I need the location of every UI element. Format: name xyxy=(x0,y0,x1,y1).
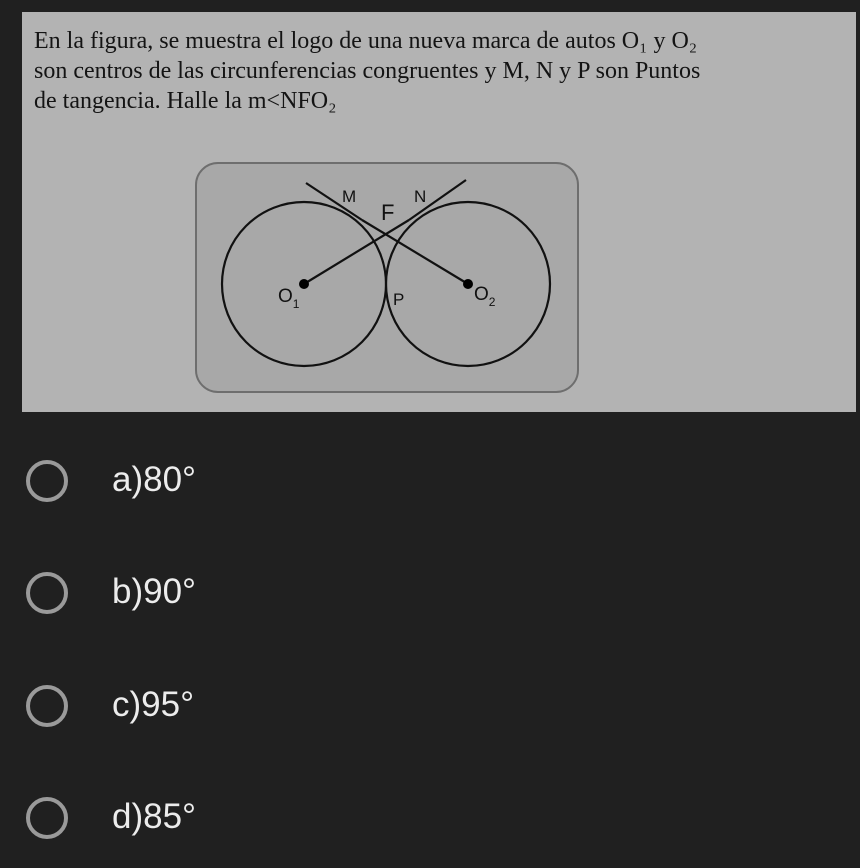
option-c[interactable] xyxy=(0,665,860,745)
option-label: b)90° xyxy=(112,572,197,611)
radio-button-icon[interactable] xyxy=(26,460,68,502)
option-b[interactable] xyxy=(0,552,860,632)
question-card xyxy=(22,12,856,412)
option-d[interactable] xyxy=(0,777,860,857)
label-p: P xyxy=(393,290,405,309)
center-o2 xyxy=(463,279,473,289)
label-n: N xyxy=(414,187,427,206)
label-m: M xyxy=(342,187,357,206)
question-line-1: En la figura, se muestra el logo de una nueva marca de autos O₁ y O₂ xyxy=(34,28,698,54)
option-label: a)80° xyxy=(112,460,197,499)
question-line-2: son centros de las circunferencias congruentes y M, N y P son Puntos xyxy=(34,58,701,84)
option-label: c)95° xyxy=(112,685,195,724)
center-o1 xyxy=(299,279,309,289)
question-line-3: de tangencia. Halle la m<NFO₂ xyxy=(34,88,337,114)
option-label: d)85° xyxy=(112,797,197,836)
logo-figure xyxy=(22,12,856,412)
label-o1-main: O xyxy=(278,286,293,307)
radio-button-icon[interactable] xyxy=(26,685,68,727)
option-a[interactable] xyxy=(0,440,860,520)
radio-button-icon[interactable] xyxy=(26,797,68,839)
label-o2-sub: 2 xyxy=(488,295,496,309)
radio-button-icon[interactable] xyxy=(26,572,68,614)
label-f: F xyxy=(381,200,395,225)
label-o1-sub: 1 xyxy=(292,297,300,311)
label-o2-main: O xyxy=(474,284,489,305)
